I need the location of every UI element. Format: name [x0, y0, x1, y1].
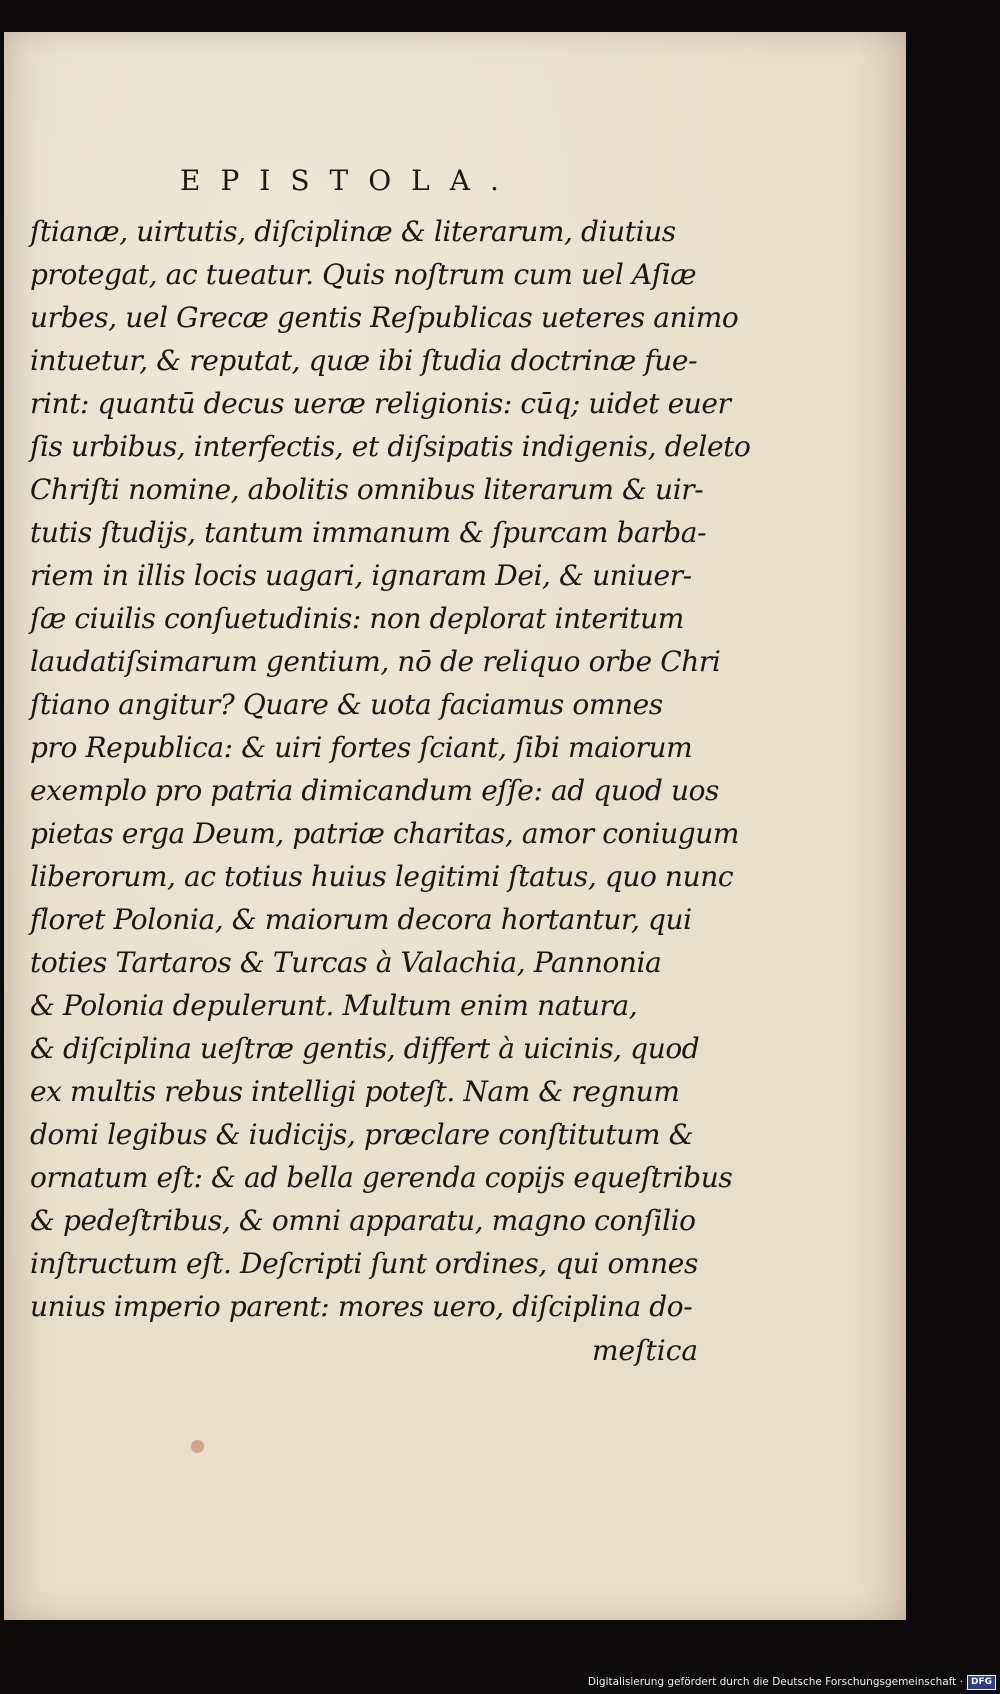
- text-line: toties Tartaros & Turcas à Valachia, Pannonia: [30, 946, 662, 979]
- running-header: EPISTOLA.: [180, 164, 519, 197]
- text-line: ſis urbibus, interfectis, et diſsipatis indigenis, deleto: [30, 430, 751, 463]
- text-line: liberorum, ac totius huius legitimi ſtatus, quo nunc: [30, 860, 734, 893]
- text-line: ex multis rebus intelligi poteſt. Nam & regnum: [30, 1075, 680, 1108]
- text-line: ſæ ciuilis conſuetudinis: non deplorat interitum: [30, 602, 684, 635]
- text-line: unius imperio parent: mores uero, diſciplina do-: [30, 1290, 693, 1323]
- dfg-logo-icon: DFG: [967, 1675, 996, 1690]
- digitization-credit: [588, 1672, 996, 1692]
- text-line: protegat, ac tueatur. Quis noſtrum cum uel Aſiæ: [30, 258, 697, 291]
- text-line: urbes, uel Grecæ gentis Reſpublicas ueteres animo: [30, 301, 739, 334]
- body-text: [30, 210, 751, 1328]
- text-line: inſtructum eſt. Deſcripti ſunt ordines, qui omnes: [30, 1247, 698, 1280]
- text-line: intuetur, & reputat, quæ ibi ſtudia doctrinæ fue-: [30, 344, 698, 377]
- text-line: tutis ſtudijs, tantum immanum & ſpurcam barba-: [30, 516, 707, 549]
- text-line: rint: quantū decus ueræ religionis: cūq; uidet euer: [30, 387, 731, 420]
- catchword: meſtica: [592, 1334, 699, 1367]
- text-line: & diſciplina ueſtræ gentis, differt à uicinis, quod: [30, 1032, 700, 1065]
- text-line: exemplo pro patria dimicandum eſſe: ad quod uos: [30, 774, 720, 807]
- text-line: & Polonia depulerunt. Multum enim natura,: [30, 989, 638, 1022]
- text-line: floret Polonia, & maiorum decora hortantur, qui: [30, 903, 692, 936]
- book-page: [4, 32, 906, 1620]
- text-line: ſtiano angitur? Quare & uota faciamus omnes: [30, 688, 663, 721]
- text-line: laudatiſsimarum gentium, nō de reliquo orbe Chri: [30, 645, 721, 678]
- text-line: ſtianæ, uirtutis, diſciplinæ & literarum, diutius: [30, 215, 676, 248]
- text-line: ornatum eſt: & ad bella gerenda copijs equeſtribus: [30, 1161, 733, 1194]
- paper-stain: [191, 1440, 204, 1453]
- text-line: pro Republica: & uiri fortes ſciant, ſibi maiorum: [30, 731, 693, 764]
- credit-text: Digitalisierung gefördert durch die Deutsche Forschungsgemeinschaft ·: [587, 1676, 963, 1688]
- text-line: Chriſti nomine, abolitis omnibus literarum & uir-: [30, 473, 704, 506]
- text-line: pietas erga Deum, patriæ charitas, amor coniugum: [30, 817, 740, 850]
- text-line: domi legibus & iudicijs, præclare conſtitutum &: [30, 1118, 694, 1151]
- text-line: riem in illis locis uagari, ignaram Dei, & uniuer-: [30, 559, 692, 592]
- text-line: & pedeſtribus, & omni apparatu, magno conſilio: [30, 1204, 696, 1237]
